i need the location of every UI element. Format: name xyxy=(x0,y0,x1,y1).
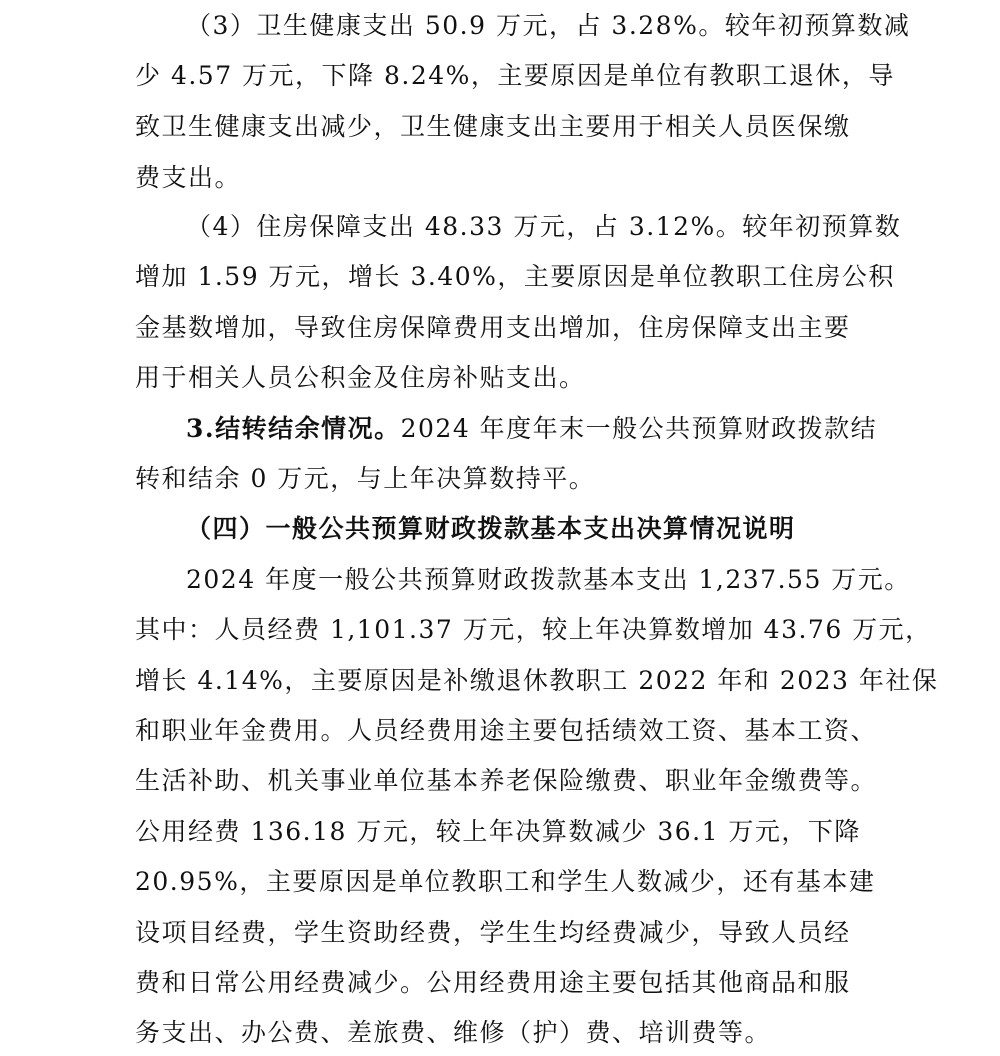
inline-text: 2024 年度年末一般公共预算财政拨款结 xyxy=(400,414,878,443)
text-line: 2024 年度一般公共预算财政拨款基本支出 1,237.55 万元。 xyxy=(186,565,911,594)
text-line: （3）卫生健康支出 50.9 万元，占 3.28%。较年初预算数减 xyxy=(186,11,911,40)
text-line: 费和日常公用经费减少。公用经费用途主要包括其他商品和服 xyxy=(135,968,851,997)
text-line: 用于相关人员公积金及住房补贴支出。 xyxy=(135,363,586,392)
text-line: 其中：人员经费 1,101.37 万元，较上年决算数增加 43.76 万元， xyxy=(135,615,932,644)
text-line: （4）住房保障支出 48.33 万元，占 3.12%。较年初预算数 xyxy=(186,212,902,241)
text-line-with-heading xyxy=(186,413,895,445)
text-line: 费支出。 xyxy=(135,163,242,192)
text-line: 转和结余 0 万元，与上年决算数持平。 xyxy=(135,464,596,493)
text-line: 和职业年金费用。人员经费用途主要包括绩效工资、基本工资、 xyxy=(135,716,878,745)
text-line: 增加 1.59 万元，增长 3.40%，主要原因是单位教职工住房公积 xyxy=(135,262,895,291)
text-line: 致卫生健康支出减少，卫生健康支出主要用于相关人员医保缴 xyxy=(135,112,851,141)
text-line: 生活补助、机关事业单位基本养老保险缴费、职业年金缴费等。 xyxy=(135,766,878,795)
text-line: 金基数增加，导致住房保障费用支出增加，住房保障支出主要 xyxy=(135,313,851,342)
text-line: 公用经费 136.18 万元，较上年决算数减少 36.1 万元，下降 xyxy=(135,817,861,846)
text-line: 增长 4.14%，主要原因是补缴退休教职工 2022 年和 2023 年社保 xyxy=(135,666,939,695)
text-line: 20.95%，主要原因是单位教职工和学生人数减少，还有基本建 xyxy=(135,867,876,896)
text-line: 少 4.57 万元，下降 8.24%，主要原因是单位有教职工退休，导 xyxy=(135,61,895,90)
section-heading: （四）一般公共预算财政拨款基本支出决算情况说明 xyxy=(186,514,796,543)
inline-heading: 3.结转结余情况。 xyxy=(186,414,401,443)
text-line: 务支出、办公费、差旅费、维修（护）费、培训费等。 xyxy=(135,1018,772,1047)
text-line: 设项目经费，学生资助经费，学生生均经费减少，导致人员经 xyxy=(135,918,851,947)
